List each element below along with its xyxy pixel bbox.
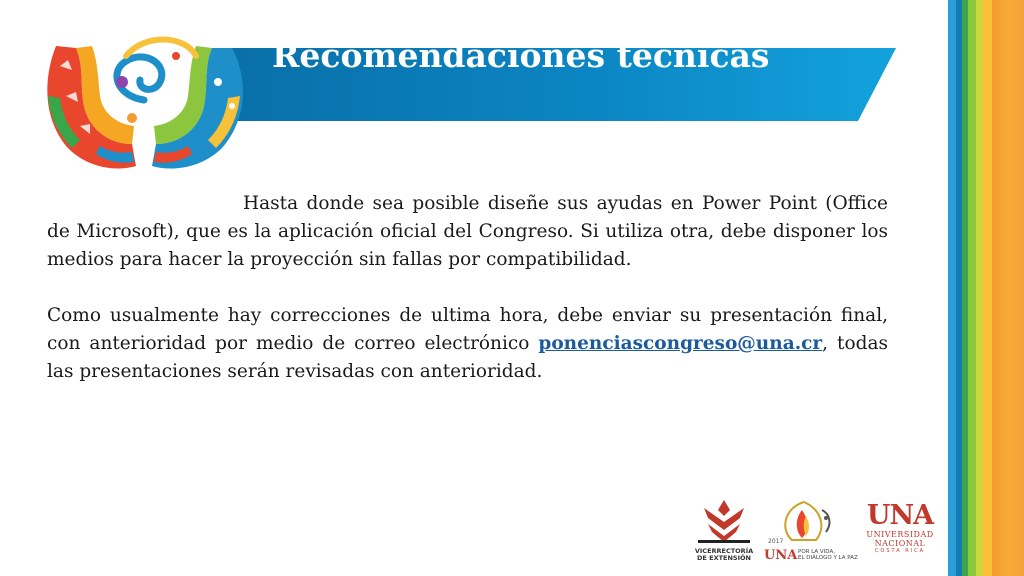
paragraph-2-start: Como usualmente hay correcciones de ultima hora, debe enviar su presentación final, con anterioridad por medio de correo electrónico bbox=[47, 305, 888, 354]
slide-title: Recomendaciones técnicas bbox=[272, 36, 770, 75]
decorative-stripes bbox=[948, 0, 1024, 576]
anniversary-logo bbox=[764, 500, 858, 566]
vicerrectoria-emblem-icon bbox=[694, 500, 754, 548]
una-logo bbox=[862, 502, 938, 566]
hands-logo-icon bbox=[36, 26, 258, 176]
paragraph-1: Hasta donde sea posible diseñe sus ayudas en Power Point (Office de Microsoft), que es la aplicación oficial del Congreso. Si utiliza otra, debe disponer los medios para hacer la proyección sin fallas por compatibilidad. bbox=[47, 193, 888, 270]
email-link[interactable]: ponenciascongreso@una.cr bbox=[538, 333, 823, 354]
paragraph-2 bbox=[47, 302, 888, 386]
una-logo-wordmark: UNA bbox=[866, 500, 934, 531]
anniversary-year: 2017 bbox=[768, 538, 784, 545]
una-logo-line2: NACIONAL bbox=[874, 539, 926, 548]
una-logo-line1: UNIVERSIDAD bbox=[866, 530, 934, 539]
vicerrectoria-logo bbox=[694, 500, 754, 566]
vicerrectoria-caption: VICERRECTORÍA DE EXTENSIÓN bbox=[694, 547, 754, 562]
una-logo-line3: COSTA RICA bbox=[874, 548, 926, 554]
slide-body bbox=[47, 190, 888, 386]
anniversary-una: UNA bbox=[764, 548, 798, 563]
anniversary-tagline: POR LA VIDA, EL DIÁLOGO Y LA PAZ bbox=[798, 549, 858, 561]
paragraph-2-end: , todas las presentaciones serán revisadas con anterioridad. bbox=[47, 333, 888, 382]
